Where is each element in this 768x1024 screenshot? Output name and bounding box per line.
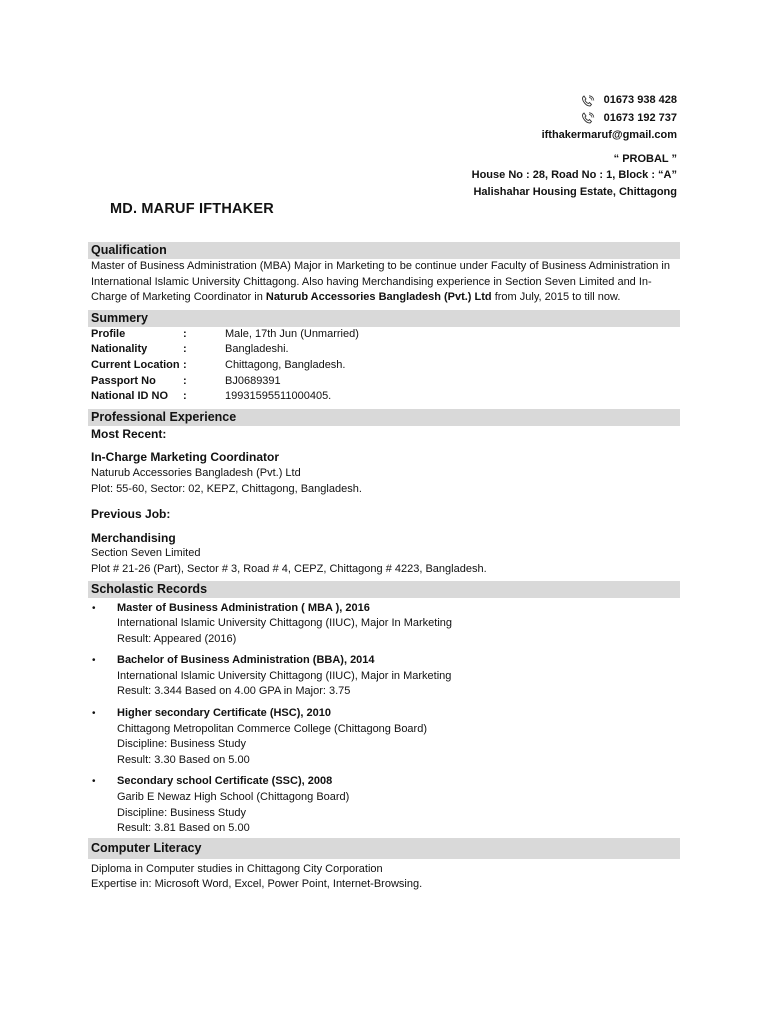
- phone-icon: [581, 112, 595, 124]
- contact-block: [472, 92, 677, 200]
- phone-number-1: 01673 938 428: [603, 94, 677, 106]
- summery-heading: Summery: [88, 310, 680, 327]
- qualification-text: [88, 259, 680, 306]
- address-line-1: House No : 28, Road No : 1, Block : “A”: [471, 169, 677, 181]
- resume-content: [88, 240, 680, 893]
- record-line: Result: 3.81 Based on 5.00: [117, 822, 250, 835]
- qualification-company: Naturub Accessories Bangladesh (Pvt.) Ltd: [265, 291, 492, 304]
- summery-colon: :: [183, 343, 187, 356]
- scholastic-record: [88, 653, 680, 700]
- summery-row: [88, 358, 680, 374]
- record-title: Secondary school Certificate (SSC), 2008: [117, 775, 333, 788]
- record-line: Discipline: Business Study: [117, 806, 247, 819]
- summery-colon: :: [183, 390, 187, 403]
- previous-address: Plot # 21-26 (Part), Sector # 3, Road # 4, CEPZ, Chittagong # 4223, Bangladesh.: [91, 562, 487, 575]
- summery-row: [88, 374, 680, 390]
- qualification-text-plain: Master of Business Administration (MBA) Major in Marketing to be continue under Faculty of Business Administration in International Islamic University Chittagong. Also having Merchandising experience in Section Seven Limited and In-Charge of Marketing Coordinator in: [91, 260, 670, 304]
- phone-row-2: [472, 110, 677, 128]
- record-line: Discipline: Business Study: [117, 738, 247, 751]
- recent-company: Naturub Accessories Bangladesh (Pvt.) Ltd: [91, 466, 301, 479]
- qualification-text-end: from July, 2015 to till now.: [491, 291, 621, 304]
- phone-number-2: 01673 192 737: [603, 111, 677, 124]
- computer-heading: Computer Literacy: [88, 838, 680, 859]
- record-line: Garib E Newaz High School (Chittagong Board): [117, 791, 350, 804]
- summery-label: Current Location: [91, 358, 180, 371]
- record-line: Result: Appeared (2016): [117, 632, 237, 645]
- record-title: Master of Business Administration ( MBA ), 2016: [117, 601, 370, 614]
- record-line: International Islamic University Chittagong (IIUC), Major In Marketing: [117, 617, 453, 630]
- computer-line-1: Diploma in Computer studies in Chittagong City Corporation: [91, 862, 383, 875]
- recent-job-title: In-Charge Marketing Coordinator: [91, 450, 280, 465]
- house-name: “ PROBAL ”: [613, 152, 677, 165]
- summery-row: [88, 342, 680, 358]
- summery-label: Passport No: [91, 374, 156, 387]
- most-recent-label: Most Recent:: [91, 426, 167, 441]
- bullet: •: [92, 776, 96, 788]
- previous-company: Section Seven Limited: [91, 547, 201, 560]
- summery-value: Male, 17th Jun (Unmarried): [225, 327, 359, 340]
- summery-colon: :: [183, 327, 187, 340]
- record-line: Chittagong Metropolitan Commerce College (Chittagong Board): [117, 722, 427, 735]
- phone-row-1: [472, 92, 677, 110]
- email: ifthakermaruf@gmail.com: [541, 129, 677, 141]
- summery-table: [88, 327, 680, 405]
- bullet: •: [92, 708, 96, 720]
- summery-row: [88, 389, 680, 405]
- scholastic-record: [88, 774, 680, 836]
- address-line-2: Halishahar Housing Estate, Chittagong: [473, 185, 677, 198]
- summery-row: [88, 327, 680, 343]
- summery-value: Bangladeshi.: [225, 343, 289, 356]
- scholastic-record: [88, 706, 680, 768]
- phone-icon: [581, 95, 595, 107]
- summery-value: Chittagong, Bangladesh.: [225, 358, 346, 371]
- summery-value: 19931595511000405.: [225, 390, 332, 403]
- scholastic-heading: Scholastic Records: [88, 581, 680, 598]
- summery-label: Profile: [91, 327, 126, 340]
- summery-value: BJ0689391: [225, 374, 281, 387]
- previous-job-label: Previous Job:: [91, 507, 171, 522]
- previous-job-title: Merchandising: [91, 530, 176, 545]
- scholastic-record: [88, 601, 680, 648]
- computer-line-2: Expertise in: Microsoft Word, Excel, Power Point, Internet-Browsing.: [91, 878, 423, 891]
- record-line: Result: 3.344 Based on 4.00 GPA in Major: 3.75: [117, 685, 351, 698]
- summery-label: Nationality: [91, 343, 148, 356]
- record-line: Result: 3.30 Based on 5.00: [117, 753, 250, 766]
- summery-colon: :: [183, 374, 187, 387]
- bullet: •: [92, 602, 96, 614]
- applicant-name: MD. MARUF IFTHAKER: [110, 201, 274, 217]
- record-line: International Islamic University Chittagong (IIUC), Major in Marketing: [117, 669, 452, 682]
- summery-colon: :: [183, 358, 187, 371]
- summery-label: National ID NO: [91, 390, 169, 403]
- bullet: •: [92, 655, 96, 667]
- qualification-heading: Qualification: [88, 242, 680, 259]
- experience-heading: Professional Experience: [88, 409, 680, 426]
- record-title: Bachelor of Business Administration (BBA), 2014: [117, 654, 375, 667]
- recent-address: Plot: 55-60, Sector: 02, KEPZ, Chittagong, Bangladesh.: [91, 482, 362, 495]
- record-title: Higher secondary Certificate (HSC), 2010: [117, 707, 331, 720]
